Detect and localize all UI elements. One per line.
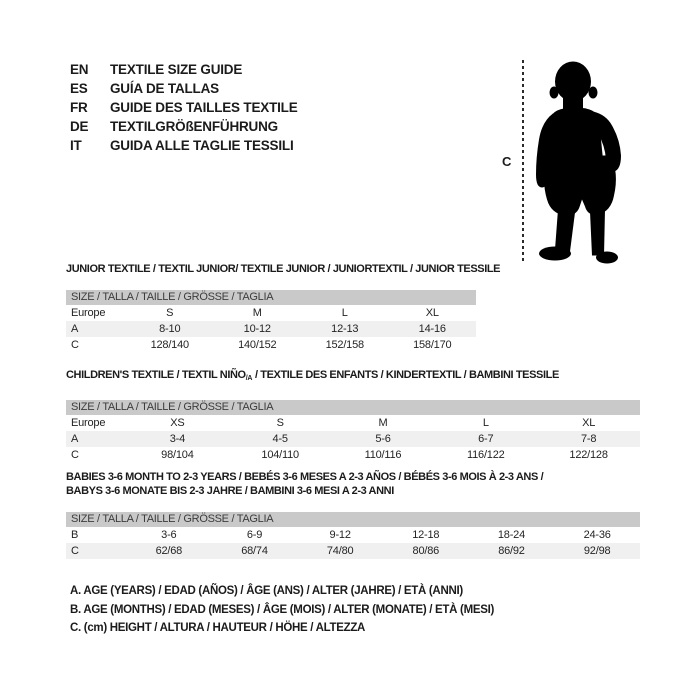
baby-silhouette-icon xyxy=(533,58,638,266)
size-cell: 116/122 xyxy=(467,449,505,461)
row-label: Europe xyxy=(71,417,106,429)
title-subscript: /A xyxy=(245,375,253,382)
size-cell: 12-13 xyxy=(301,321,389,337)
children-section xyxy=(66,368,640,463)
language-row xyxy=(70,79,298,98)
size-cell: L xyxy=(482,417,489,429)
size-cell: 3-4 xyxy=(126,431,229,447)
row-label: C xyxy=(71,449,79,461)
table-row-age xyxy=(66,431,640,447)
size-cell: XL xyxy=(582,417,596,429)
size-cell: 9-12 xyxy=(329,529,351,541)
size-cell: 158/170 xyxy=(413,339,452,351)
row-label: A xyxy=(66,431,126,447)
children-table-title xyxy=(66,368,640,386)
size-cell: 68/74 xyxy=(212,543,298,559)
size-cell: 14-16 xyxy=(389,321,477,337)
size-cell: 24-36 xyxy=(583,529,611,541)
babies-table-title-line2: BABYS 3-6 MONATE BIS 2-3 JAHRE / BAMBINI 3-6 MESI A 2-3 ANNI xyxy=(66,485,394,497)
children-size-table xyxy=(66,415,640,463)
babies-size-table xyxy=(66,527,640,559)
size-cell: 92/98 xyxy=(554,543,640,559)
language-code: DE xyxy=(70,119,89,134)
size-cell: 74/80 xyxy=(297,543,383,559)
row-label: Europe xyxy=(71,307,106,319)
table-row-height xyxy=(66,543,640,559)
row-label: B xyxy=(71,529,79,541)
size-cell: 122/128 xyxy=(569,449,608,461)
size-cell: 8-10 xyxy=(126,321,214,337)
size-cell: 18-24 xyxy=(497,529,526,541)
row-label: C xyxy=(71,339,79,351)
table-row-europe xyxy=(66,305,476,321)
language-code: FR xyxy=(70,100,88,115)
babies-section xyxy=(66,470,640,559)
language-row xyxy=(70,60,298,79)
size-cell: 6-9 xyxy=(246,529,263,541)
note-c: C. (cm) HEIGHT / ALTURA / HAUTEUR / HÖHE / ALTEZZA xyxy=(70,622,366,634)
table-row-age xyxy=(66,321,476,337)
note-a: A. AGE (YEARS) / EDAD (AÑOS) / ÂGE (ANS) / ALTER (JAHRE) / ETÀ (ANNI) xyxy=(70,585,463,597)
size-cell: 6-7 xyxy=(434,431,537,447)
size-cell: 86/92 xyxy=(469,543,555,559)
size-cell: 3-6 xyxy=(161,529,177,541)
size-cell: 98/104 xyxy=(161,449,194,461)
babies-table-title-line1: BABIES 3-6 MONTH TO 2-3 YEARS / BEBÉS 3-6 MESES A 2-3 AÑOS / BÉBÉS 3-6 MOIS À 2-3 ANS / xyxy=(66,471,544,483)
size-cell: XS xyxy=(170,417,185,429)
language-code: EN xyxy=(70,62,89,77)
junior-size-table xyxy=(66,305,476,353)
language-list xyxy=(70,60,298,155)
size-cell: S xyxy=(276,417,284,429)
height-measure-line xyxy=(522,60,524,262)
junior-section xyxy=(66,262,501,353)
language-title: TEXTILGRÖßENFÜHRUNG xyxy=(110,119,278,134)
language-code: ES xyxy=(70,81,88,96)
size-cell: 140/152 xyxy=(238,339,277,351)
size-cell: M xyxy=(378,417,388,429)
size-cell: 7-8 xyxy=(537,431,640,447)
legend-notes xyxy=(70,582,494,638)
row-label: A xyxy=(66,321,126,337)
language-row xyxy=(70,117,298,136)
size-cell: 128/140 xyxy=(150,339,189,351)
size-cell: XL xyxy=(425,307,439,319)
size-header-bar: SIZE / TALLA / TAILLE / GRÖSSE / TAGLIA xyxy=(66,400,640,415)
size-cell: S xyxy=(166,307,174,319)
table-row-europe xyxy=(66,415,640,431)
size-cell: 12-18 xyxy=(412,529,440,541)
size-cell: 4-5 xyxy=(229,431,332,447)
size-cell: 80/86 xyxy=(383,543,469,559)
size-cell: L xyxy=(341,307,348,319)
language-row xyxy=(70,98,298,117)
size-cell: M xyxy=(252,307,262,319)
row-label: C xyxy=(66,543,126,559)
size-cell: 152/158 xyxy=(325,339,364,351)
size-header-bar: SIZE / TALLA / TAILLE / GRÖSSE / TAGLIA xyxy=(66,512,640,527)
language-code: IT xyxy=(70,138,82,153)
title-text: CHILDREN'S TEXTILE / TEXTIL NIÑO xyxy=(66,369,246,381)
size-cell: 62/68 xyxy=(126,543,212,559)
size-cell: 104/110 xyxy=(261,449,299,461)
size-cell: 110/116 xyxy=(364,449,402,461)
size-cell: 10-12 xyxy=(214,321,302,337)
table-row-height xyxy=(66,337,476,353)
language-title: GUIDA ALLE TAGLIE TESSILI xyxy=(110,138,294,153)
language-title: GUÍA DE TALLAS xyxy=(110,81,219,96)
size-header-bar: SIZE / TALLA / TAILLE / GRÖSSE / TAGLIA xyxy=(66,290,476,305)
title-text: / TEXTILE DES ENFANTS / KINDERTEXTIL / BAMBINI TESSILE xyxy=(252,369,559,381)
size-cell: 5-6 xyxy=(332,431,435,447)
language-title: TEXTILE SIZE GUIDE xyxy=(110,62,243,77)
table-row-height xyxy=(66,447,640,463)
junior-table-title: JUNIOR TEXTILE / TEXTIL JUNIOR/ TEXTILE JUNIOR / JUNIORTEXTIL / JUNIOR TESSILE xyxy=(66,263,501,275)
table-row-age-months xyxy=(66,527,640,543)
language-title: GUIDE DES TAILLES TEXTILE xyxy=(110,100,298,115)
language-row xyxy=(70,136,298,155)
note-b: B. AGE (MONTHS) / EDAD (MESES) / ÂGE (MOIS) / ALTER (MONATE) / ETÀ (MESI) xyxy=(70,603,495,616)
measure-label-c: C xyxy=(502,154,512,169)
